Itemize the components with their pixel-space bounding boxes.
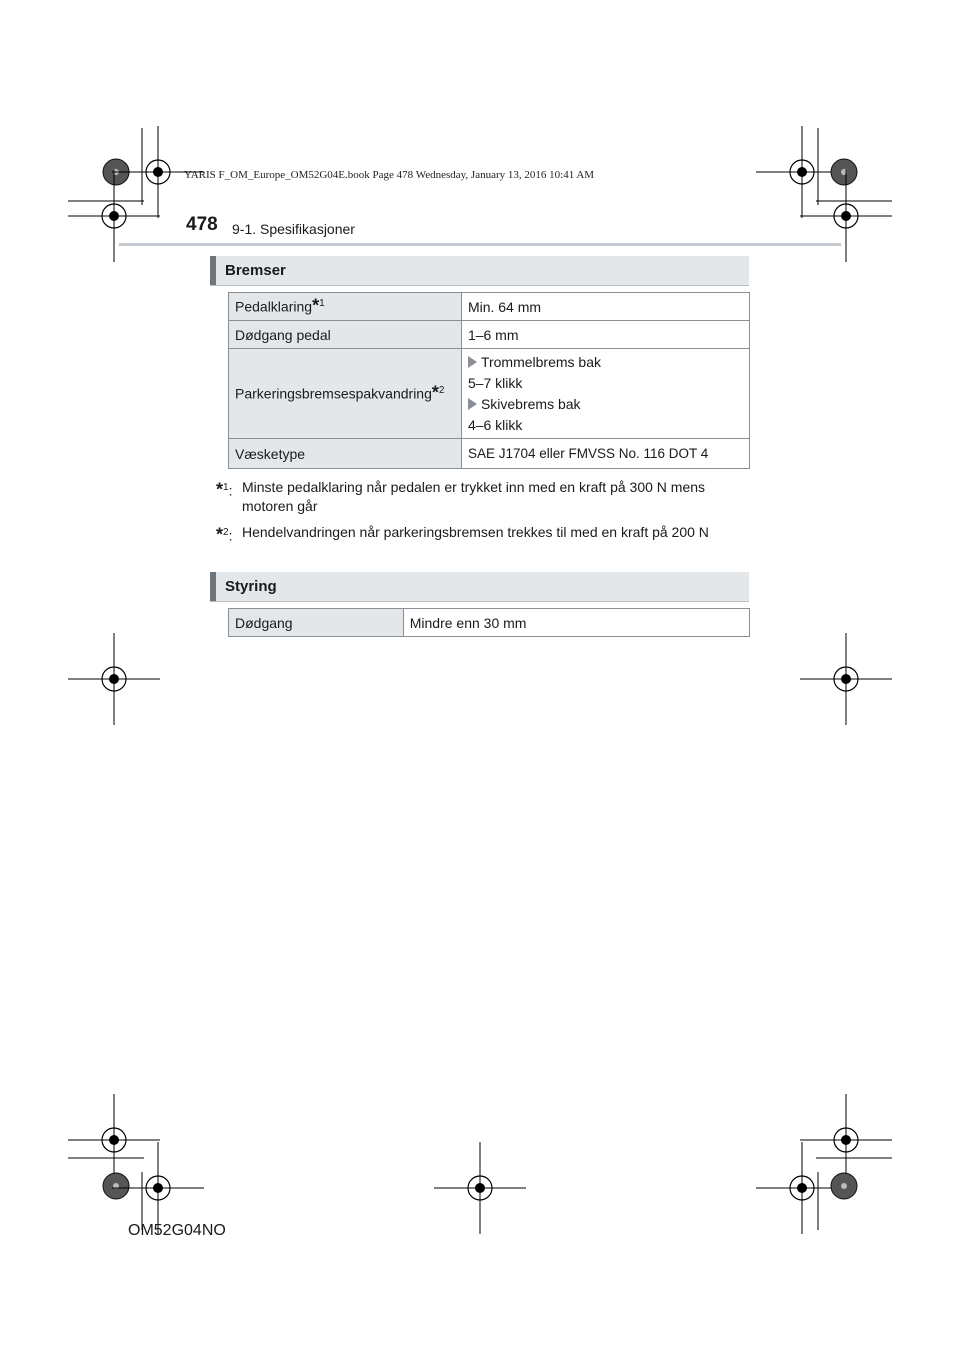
crosshair-icon — [68, 633, 160, 725]
list-item: Skivebrems bak — [468, 394, 743, 415]
steering-table — [228, 608, 750, 637]
footnote: *$^1$: Minste pedalklaring når pedalen er trykket inn med en kraft på 300 N mens motoren går — [216, 478, 756, 516]
list-item: 5–7 klikk — [467, 374, 523, 391]
list-item: 4–6 klikk — [467, 416, 523, 433]
triangle-bullet-icon — [468, 356, 477, 368]
table-cell-value — [461, 349, 749, 439]
table-cell-label: Parkeringsbremsespakvandring*$^2$ — [229, 349, 462, 439]
table-cell-label: Dødgang — [229, 609, 404, 637]
page-number: 478 — [186, 214, 218, 235]
crosshair-icon — [800, 633, 892, 725]
crosshair-icon — [434, 1142, 526, 1234]
crosshair-icon — [800, 1094, 892, 1186]
section-heading-brakes — [210, 256, 749, 286]
table-row — [229, 349, 750, 439]
footnote-text: Hendelvandringen når parkeringsbremsen trekkes til med en kraft på 200 N — [242, 524, 709, 540]
section-title: Styring — [225, 578, 277, 595]
table-cell-value: Min. 64 mm — [461, 293, 749, 321]
footnote-text: Minste pedalklaring når pedalen er trykket inn med en kraft på 300 N mens motoren går — [242, 479, 706, 514]
footnote: *$^2$: Hendelvandringen når parkeringsbremsen trekkes til med en kraft på 200 N — [216, 523, 756, 542]
header-rule — [119, 243, 841, 246]
table-cell-value: SAE J1704 eller FMVSS No. 116 DOT 4 — [461, 439, 749, 469]
table-cell-value: Mindre enn 30 mm — [403, 609, 749, 637]
crosshair-icon — [112, 1142, 204, 1234]
table-cell-label: Væsketype — [229, 439, 462, 469]
color-target-icon — [103, 1173, 129, 1199]
table-row — [229, 293, 750, 321]
triangle-bullet-icon — [468, 398, 477, 410]
table-cell-label: Pedalklaring*$^1$ — [229, 293, 462, 321]
section-heading-steering — [210, 572, 749, 602]
crosshair-icon — [800, 170, 892, 262]
table-row — [229, 439, 750, 469]
table-row — [229, 321, 750, 349]
file-stamp: YARIS F_OM_Europe_OM52G04E.book Page 478 Wednesday, January 13, 2016 10:41 AM — [184, 169, 595, 181]
chapter-title: 9-1. Spesifikasjoner — [232, 221, 355, 237]
section-title: Bremser — [225, 262, 286, 279]
table-cell-label: Dødgang pedal — [229, 321, 462, 349]
crosshair-icon — [68, 170, 160, 262]
color-target-icon — [831, 159, 857, 185]
brakes-table — [228, 292, 750, 469]
table-row — [229, 609, 750, 637]
table-cell-value: 1–6 mm — [461, 321, 749, 349]
crosshair-icon — [68, 1094, 160, 1186]
document-code: OM52G04NO — [128, 1222, 226, 1239]
color-target-icon — [831, 1173, 857, 1199]
list-item: Trommelbrems bak — [468, 352, 743, 373]
